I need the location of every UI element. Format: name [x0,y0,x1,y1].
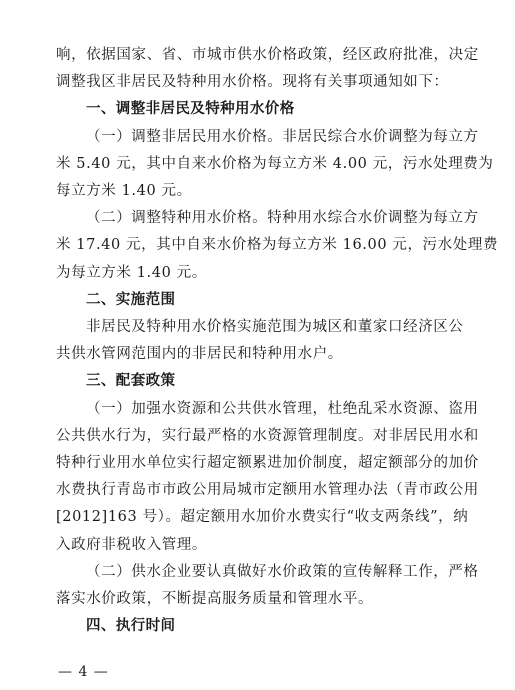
paragraph-line: 每立方米 1.40 元。 [56,183,192,199]
paragraph-line: 响，依据国家、省、市城市供水价格政策，经区政府批准，决定 [56,47,479,63]
paragraph-line: 公共供水行为，实行最严格的水资源管理制度。对非居民用水和 [56,427,479,444]
paragraph-line: 特种行业用水单位实行超定额累进加价制度，超定额部分的加价 [56,455,479,471]
section-heading-2: 二、实施范围 [86,291,176,308]
section-heading-3: 三、配套政策 [86,373,176,390]
paragraph-line: （一）加强水资源和公共供水管理，杜绝乱采水资源、盗用 [86,400,479,417]
page-number: — 4 — [58,664,109,680]
paragraph-line: （二）供水企业要认真做好水价政策的宣传解释工作，严格 [86,563,479,580]
paragraph-line: 落实水价政策，不断提高服务质量和管理水平。 [56,591,374,607]
paragraph-line: 水费执行青岛市市政公用局城市定额用水管理办法（青市政公用 [56,482,479,499]
paragraph-line: 共供水管网范围内的非居民和特种用水户。 [56,346,343,363]
paragraph-line: 入政府非税收入管理。 [56,536,207,553]
paragraph-line: 米 5.40 元，其中自来水价格为每立方米 4.00 元，污水处理费为 [56,155,494,172]
paragraph-line: 调整我区非居民及特种用水价格。现将有关事项通知如下： [56,74,449,91]
paragraph-line: （一）调整非居民用水价格。非居民综合水价调整为每立方 [86,128,479,145]
section-heading-4: 四、执行时间 [86,618,176,635]
section-heading-1: 一、调整非居民及特种用水价格 [86,101,295,118]
paragraph-line: 非居民及特种用水价格实施范围为城区和董家口经济区公 [86,319,464,335]
paragraph-line: 为每立方米 1.40 元。 [56,264,207,281]
paragraph-line: [2012]163 号）。超定额用水加价水费实行“收支两条线”，纳 [56,509,469,526]
paragraph-line: 米 17.40 元，其中自来水价格为每立方米 16.00 元，污水处理费 [56,237,499,254]
paragraph-line: （二）调整特种用水价格。特种用水综合水价调整为每立方 [86,210,479,227]
